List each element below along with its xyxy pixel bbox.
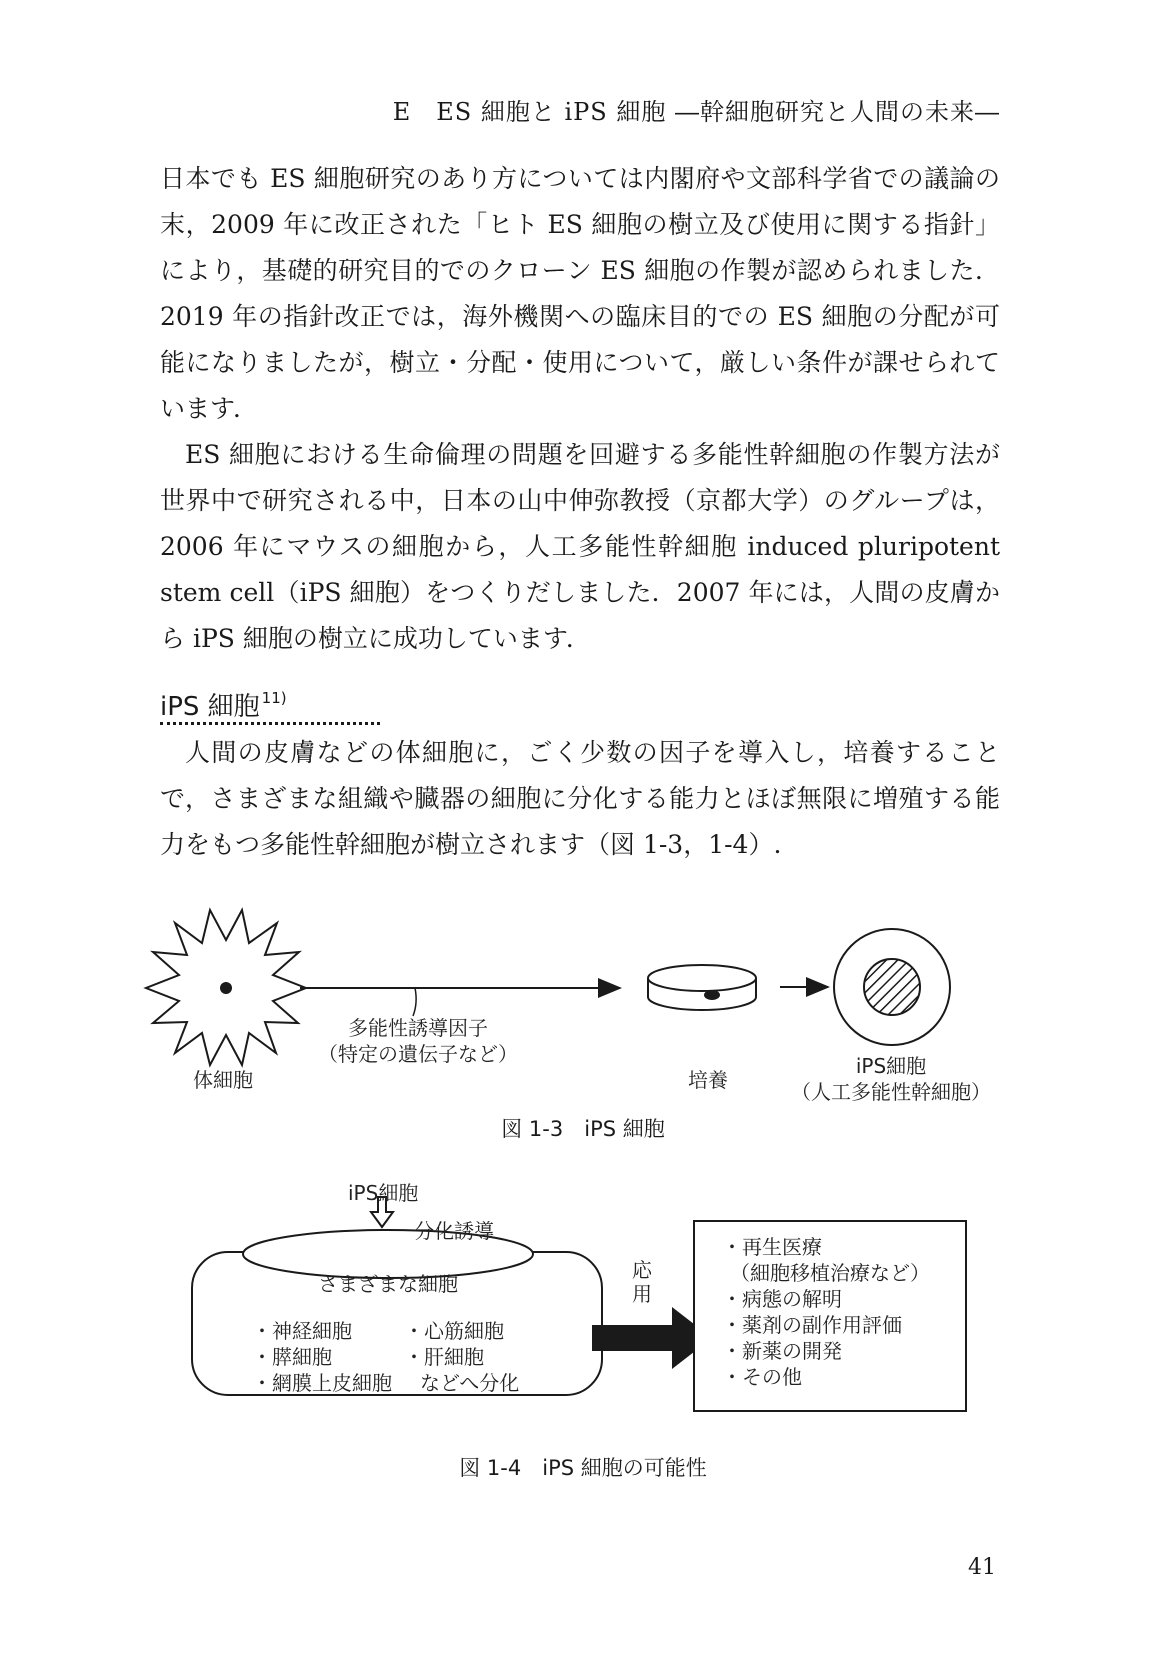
various-cells-label: さまざまな細胞 <box>318 1272 458 1296</box>
paragraph-ips-definition: 人間の皮膚などの体細胞に，ごく少数の因子を導入し，培養することで，さまざまな組織や臓器の細胞に分化する能力とほぼ無限に増殖する能力をもつ多能性幹細胞が樹立されます（図 1-3，1-4）. <box>160 738 1000 859</box>
page-number: 41 <box>968 1555 996 1580</box>
ips-cell-label: iPS細胞 <box>855 1054 927 1078</box>
application-cell-transplant: （細胞移植治療など） <box>730 1261 930 1285</box>
somatic-cell-label: 体細胞 <box>193 1068 253 1092</box>
cell-type-retina: ・網膜上皮細胞 <box>252 1371 392 1395</box>
running-head: E ES 細胞と iPS 細胞 ―幹細胞研究と人間の未来― <box>392 98 1000 126</box>
section-heading-ips <box>160 683 287 722</box>
ips-cell-source-label: iPS細胞 <box>348 1181 419 1205</box>
figure-1-3-caption: 図 1-3 iPS 細胞 <box>501 1117 665 1141</box>
ips-cell-full-label: （人工多能性幹細胞） <box>791 1080 991 1104</box>
cell-type-liver: ・肝細胞 <box>404 1345 484 1369</box>
paragraph-es-guidelines: 日本でも ES 細胞研究のあり方については内閣府や文部科学省での議論の末，2009 年に改正された「ヒト ES 細胞の樹立及び使用に関する指針」により，基礎的研究目的でのクローン ES 細胞の作製が認められました．2019 年の指針改正では，海外機関への臨床目的での ES 細胞の分配が可能になりましたが，樹立・分配・使用について，厳しい条件が課せられています． <box>160 164 1000 423</box>
differentiation-label: 分化誘導 <box>414 1219 494 1243</box>
culture-dish-icon <box>648 965 756 1010</box>
figure-1-4 <box>0 1170 1166 1530</box>
intro-paragraphs <box>160 156 1000 662</box>
figure-1-3-drawing <box>0 895 1166 1135</box>
differentiate-note: などへ分化 <box>420 1371 520 1395</box>
section-reference: 11) <box>261 689 287 707</box>
application-vertical-label: 応用 <box>632 1258 652 1306</box>
application-pathology: ・病態の解明 <box>722 1287 842 1311</box>
application-side-effects: ・薬剤の副作用評価 <box>722 1313 902 1337</box>
culture-label: 培養 <box>688 1068 728 1092</box>
somatic-cell-icon <box>146 910 306 1065</box>
application-other: ・その他 <box>722 1365 802 1389</box>
factor-pointer-line <box>413 988 416 1016</box>
factor-label-sub: （特定の遺伝子など） <box>318 1042 518 1066</box>
heading-dotted-rule <box>160 722 380 725</box>
factor-label-main: 多能性誘導因子 <box>348 1016 488 1040</box>
cell-type-pancreas: ・膵細胞 <box>252 1345 332 1369</box>
cell-type-nerve: ・神経細胞 <box>252 1319 352 1343</box>
paragraph-ips-history: ES 細胞における生命倫理の問題を回避する多能性幹細胞の作製方法が世界中で研究される中，日本の山中伸弥教授（京都大学）のグループは，2006 年にマウスの細胞から，人工多能性幹細胞 induced pluripotent stem cell（iPS 細胞）をつくりだしました．2007 年には，人間の皮膚から iPS 細胞の樹立に成功しています． <box>160 440 1000 653</box>
section-title: iPS 細胞 <box>160 692 260 722</box>
application-new-drugs: ・新薬の開発 <box>722 1339 842 1363</box>
ips-cell-icon <box>834 929 950 1045</box>
cell-type-heart: ・心筋細胞 <box>404 1319 504 1343</box>
figure-1-4-caption: 図 1-4 iPS 細胞の可能性 <box>459 1456 707 1480</box>
figure-1-3 <box>0 895 1166 1141</box>
application-regenerative-medicine: ・再生医療 <box>722 1235 822 1259</box>
section-body <box>160 730 1000 868</box>
